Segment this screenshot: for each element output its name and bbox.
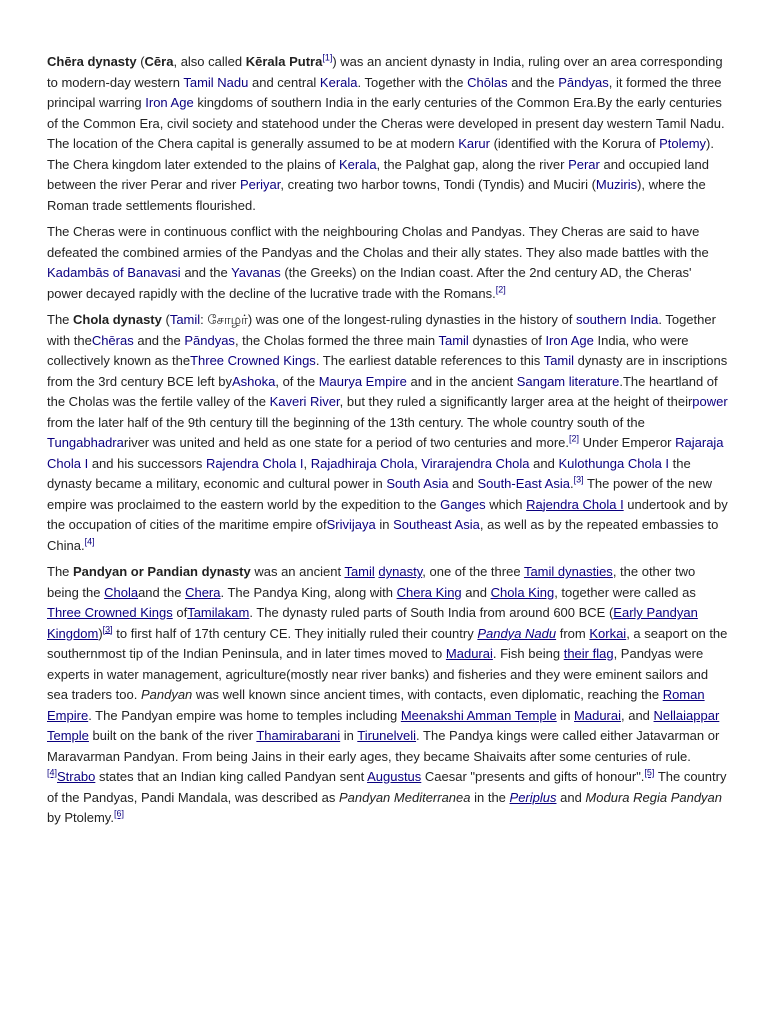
text-run: , also called bbox=[173, 54, 246, 69]
text-run: , but they ruled a significantly larger area at the height of their bbox=[339, 394, 693, 409]
text-run: in bbox=[375, 517, 394, 532]
citation-link[interactable]: [1] bbox=[322, 52, 333, 63]
bold-term: Chola dynasty bbox=[73, 312, 162, 327]
text-run: and occupied land between the river Perar and river bbox=[47, 156, 710, 192]
text-run: . The earliest datable references to this bbox=[315, 353, 544, 368]
text-run: (the Greeks) on the Indian coast. After the 2nd century AD, the Cheras' power decayed rapidly with the decline of the lucrative trade with the Romans. bbox=[47, 265, 692, 301]
wiki-link[interactable]: Kerala bbox=[319, 74, 358, 90]
text-run: . The dynasty ruled parts of South India from around 600 BCE ( bbox=[249, 605, 614, 620]
text-run: . Fish being bbox=[492, 646, 564, 661]
wiki-link[interactable]: Tamil bbox=[543, 353, 575, 368]
wiki-link[interactable]: Ptolemy bbox=[659, 136, 707, 151]
wiki-link[interactable]: Perar bbox=[568, 156, 600, 172]
wiki-link[interactable]: Muziris bbox=[595, 177, 638, 192]
text-run: , creating two harbor towns, Tondi (Tyndis) and Muciri ( bbox=[280, 177, 596, 192]
text-run: to first half of 17th century CE. They initially ruled their country bbox=[112, 625, 478, 641]
wiki-link[interactable]: Kadambās of Banavasi bbox=[47, 265, 181, 280]
text-run: , and bbox=[621, 707, 654, 723]
wiki-link[interactable]: Maurya Empire bbox=[318, 373, 407, 389]
wiki-link[interactable]: Meenakshi Amman Temple bbox=[400, 707, 557, 723]
citation-link[interactable]: [4] bbox=[84, 536, 95, 547]
text-run: ( bbox=[136, 54, 145, 69]
text-run: India, who were collectively known as the bbox=[47, 332, 689, 368]
wiki-link[interactable]: Tamil bbox=[169, 312, 201, 327]
wiki-link[interactable]: Augustus bbox=[367, 769, 422, 784]
wiki-link[interactable]: Iron Age bbox=[145, 95, 194, 110]
wiki-link[interactable]: power bbox=[692, 394, 728, 409]
wiki-link[interactable]: Kaveri River bbox=[269, 394, 340, 409]
text-run: river was united and held as one state for a period of two centuries and more. bbox=[123, 435, 570, 450]
text-run: ) was an ancient dynasty in India, ruling over an area corresponding to modern-day western bbox=[47, 54, 723, 90]
text-run: , bbox=[414, 455, 422, 471]
text-run: , a seaport on the southernmost tip of the Indian Peninsula, and in later times moved to bbox=[47, 625, 728, 661]
wiki-link[interactable]: Yavanas bbox=[231, 265, 281, 280]
wiki-link[interactable]: Periyar bbox=[239, 177, 281, 192]
text-run: and bbox=[556, 789, 586, 805]
wiki-link[interactable]: Tamilakam bbox=[187, 605, 250, 620]
wiki-link[interactable]: Pandya Nadu bbox=[477, 625, 557, 641]
text-run: ). The Chera kingdom later extended to the plains of bbox=[47, 136, 714, 172]
text-run: the dynasty became a military, economic and cultural power in bbox=[47, 455, 691, 491]
wiki-link[interactable]: Rajadhiraja Chola bbox=[310, 455, 415, 471]
wiki-link[interactable]: Periplus bbox=[509, 789, 557, 805]
text-run: . The Pandya King, along with bbox=[220, 584, 397, 600]
text-run: built on the bank of the river bbox=[88, 728, 257, 743]
text-run: The bbox=[47, 564, 74, 579]
bold-term: Pandyan or Pandian dynasty bbox=[73, 564, 251, 579]
text-run: kingdoms of southern India in the early centuries of the Common Era.By the early centuries of the Common Era, civil society and statehood under the Cheras were developed in present day western Tamil Nadu. The location of the Chera capital is generally assumed to be at modern bbox=[47, 95, 725, 151]
citation-ref[interactable] bbox=[569, 434, 579, 444]
wiki-link[interactable]: Tamil dynasties bbox=[523, 564, 613, 579]
text-run: The Cheras were in continuous conflict with the neighbouring Cholas and Pandyas. They Cheras are said to have defeated the combined armies of the Pandyas and the Cholas and their ally states. They also made battles with the bbox=[47, 224, 709, 260]
citation-ref[interactable] bbox=[85, 536, 95, 546]
citation-link[interactable]: [5] bbox=[644, 767, 655, 778]
wiki-link[interactable]: South-East Asia bbox=[477, 476, 570, 491]
citation-ref[interactable] bbox=[574, 475, 584, 485]
citation-link[interactable]: [3] bbox=[573, 474, 584, 485]
text-run: dynasty are in inscriptions from the 3rd century BCE left by bbox=[47, 353, 728, 389]
text-run: was well known since ancient times, with contacts, even diplomatic, reaching the bbox=[192, 687, 663, 702]
wiki-link[interactable]: Rajendra Chola I bbox=[205, 455, 304, 471]
wiki-link[interactable]: Sangam literature bbox=[516, 373, 620, 389]
wiki-link[interactable]: South Asia bbox=[386, 476, 449, 491]
text-run: and his successors bbox=[88, 455, 206, 471]
text-run: ) bbox=[98, 625, 103, 641]
wiki-link[interactable]: Roman Empire bbox=[47, 687, 705, 723]
citation-ref[interactable] bbox=[103, 624, 113, 634]
text-run: , together were called as bbox=[554, 584, 696, 600]
text-run: in bbox=[340, 728, 358, 743]
text-run: and the bbox=[138, 584, 186, 600]
wiki-link[interactable]: Chola King bbox=[490, 584, 555, 600]
text-run: and bbox=[461, 584, 491, 600]
wiki-link[interactable]: Ashoka bbox=[231, 373, 276, 389]
citation-link[interactable]: [2] bbox=[569, 433, 580, 444]
wiki-link[interactable]: Chōlas bbox=[467, 74, 508, 90]
text-run: . The Pandya kings were called either Jatavarman or Maravarman Pandyan. From being Jains in their early ages, they became Shaivaits after some centuries of rule. bbox=[47, 728, 720, 764]
wiki-link[interactable]: Korkai bbox=[589, 625, 627, 641]
wiki-link[interactable]: Nellaiappar Temple bbox=[47, 707, 720, 743]
text-run: states that an Indian king called Pandyan sent bbox=[95, 769, 368, 784]
text-run: , the Palghat gap, along the river bbox=[376, 156, 569, 172]
wiki-link[interactable]: Chēras bbox=[91, 332, 134, 348]
citation-link[interactable]: [6] bbox=[113, 808, 124, 819]
italic-text: Pandyan bbox=[140, 687, 193, 702]
text-run: was an ancient bbox=[250, 564, 345, 579]
text-run: . Together with the bbox=[357, 74, 468, 90]
citation-link[interactable]: [4] bbox=[47, 767, 58, 778]
wiki-link[interactable]: Early Pandyan Kingdom bbox=[47, 605, 698, 641]
citation-ref[interactable] bbox=[496, 284, 506, 294]
text-run: and the bbox=[133, 332, 185, 348]
wiki-link[interactable]: Tamil bbox=[438, 332, 469, 348]
wiki-link[interactable]: Three Crowned Kings bbox=[47, 605, 173, 620]
bold-term: Kērala Putra bbox=[245, 54, 323, 69]
text-run: from bbox=[556, 625, 590, 641]
citation-link[interactable]: [2] bbox=[495, 284, 506, 295]
text-run: , it formed the three principal warring bbox=[47, 74, 722, 110]
wiki-link[interactable]: Chera King bbox=[396, 584, 462, 600]
text-run: , the other two being the bbox=[47, 564, 696, 600]
text-run: (identified with the Korura of bbox=[489, 136, 660, 151]
paragraph-chola-dynasty bbox=[47, 310, 728, 556]
text-run: and bbox=[529, 455, 559, 471]
text-run: Caesar "presents and gifts of honour". bbox=[421, 769, 645, 784]
citation-ref[interactable] bbox=[114, 809, 124, 819]
wiki-link[interactable]: Rajaraja Chola I bbox=[47, 435, 724, 471]
citation-ref[interactable] bbox=[644, 768, 654, 778]
text-run: in bbox=[556, 707, 575, 723]
text-run: , of the bbox=[275, 373, 319, 389]
paragraph-chera-dynasty bbox=[47, 52, 728, 216]
text-run: , the Cholas formed the three main bbox=[234, 332, 439, 348]
text-run: and bbox=[448, 476, 478, 491]
wiki-link[interactable]: Srivijaya bbox=[326, 517, 376, 532]
wiki-link[interactable]: Virarajendra Chola bbox=[421, 455, 530, 471]
wiki-link[interactable]: Tamil bbox=[344, 564, 375, 579]
wiki-link[interactable]: Thamirabarani bbox=[256, 728, 341, 743]
citation-link[interactable]: [3] bbox=[102, 624, 113, 635]
text-run: . Together with the bbox=[47, 312, 716, 348]
wiki-link[interactable]: southern India bbox=[575, 312, 659, 327]
text-run: undertook and by the occupation of cities of the maritime empire of bbox=[47, 496, 728, 532]
text-run: by Ptolemy. bbox=[47, 810, 114, 825]
wiki-link[interactable]: Tamil Nadu bbox=[183, 74, 249, 90]
bold-term: Cēra bbox=[144, 54, 174, 69]
wiki-link[interactable]: Tirunelveli bbox=[357, 728, 417, 743]
italic-text: Pandyan Mediterranea bbox=[338, 789, 471, 805]
wiki-link[interactable]: Karur bbox=[458, 136, 490, 151]
text-run: Under Emperor bbox=[579, 435, 676, 450]
text-run: from the later half of the 9th century till the beginning of the 13th century. The whole country south of the bbox=[47, 414, 645, 430]
wiki-link[interactable]: Rajendra Chola I bbox=[526, 496, 624, 512]
italic-text: Modura Regia Pandyan bbox=[585, 789, 723, 805]
wiki-link[interactable]: Kerala bbox=[338, 156, 377, 172]
wiki-link[interactable]: Pāndyas bbox=[558, 74, 609, 90]
text-run: The bbox=[47, 312, 74, 327]
text-run: and central bbox=[248, 74, 320, 90]
wiki-link[interactable]: Southeast Asia bbox=[393, 517, 480, 532]
citation-ref[interactable] bbox=[47, 768, 57, 778]
wiki-link[interactable]: Kulothunga Chola I bbox=[558, 455, 670, 471]
text-run: and the bbox=[180, 265, 232, 280]
paragraph-pandyan-dynasty bbox=[47, 562, 728, 829]
text-run: in the bbox=[470, 789, 510, 805]
text-run: , Pandyas were experts in water management, agriculture(mostly near river banks) and fisheries and they were eminent sailors and sea traders too. bbox=[47, 646, 709, 702]
text-run: and the bbox=[507, 74, 559, 90]
wiki-link[interactable]: Madurai bbox=[445, 646, 493, 661]
text-run: : சோழர்) was one of the longest-ruling dynasties in the history of bbox=[200, 312, 576, 327]
wiki-link[interactable]: Chera bbox=[185, 584, 221, 600]
text-run: ( bbox=[161, 312, 170, 327]
wiki-link[interactable]: Iron Age bbox=[545, 332, 594, 348]
text-run: , bbox=[303, 455, 311, 471]
text-run: The power of the new empire was proclaimed to the eastern world by the expedition to the bbox=[47, 476, 712, 512]
wiki-link[interactable]: Chola bbox=[104, 584, 139, 600]
text-run: . bbox=[569, 476, 574, 491]
text-run: dynasties of bbox=[468, 332, 546, 348]
wiki-link[interactable]: Madurai bbox=[574, 707, 621, 723]
wiki-link[interactable]: Three Crowned Kings bbox=[190, 353, 316, 368]
bold-term: Chēra dynasty bbox=[47, 54, 137, 69]
text-run: ), where the Roman trade settlements flourished. bbox=[47, 177, 706, 213]
citation-ref[interactable] bbox=[322, 53, 332, 63]
text-run: .The heartland of the Cholas was the fertile valley of the bbox=[47, 373, 718, 409]
text-run: , one of the three bbox=[422, 564, 524, 579]
wiki-link[interactable]: Pāndyas bbox=[184, 332, 235, 348]
text-run: , as well as by the repeated embassies to China. bbox=[47, 517, 719, 553]
wiki-link[interactable]: Ganges bbox=[440, 496, 486, 512]
wiki-link[interactable]: their flag bbox=[563, 646, 614, 661]
wiki-link[interactable]: Tungabhadra bbox=[47, 435, 124, 450]
text-run: which bbox=[485, 496, 527, 512]
wiki-link[interactable]: dynasty bbox=[378, 564, 423, 579]
wiki-link[interactable]: Strabo bbox=[57, 769, 96, 784]
text-run: of bbox=[172, 605, 188, 620]
text-run: The country of the Pandyas, Pandi Mandala, was described as bbox=[47, 769, 727, 805]
paragraph-chera-conflicts bbox=[47, 222, 728, 304]
text-run: and in the ancient bbox=[406, 373, 517, 389]
text-run: . The Pandyan empire was home to temples including bbox=[88, 707, 401, 723]
